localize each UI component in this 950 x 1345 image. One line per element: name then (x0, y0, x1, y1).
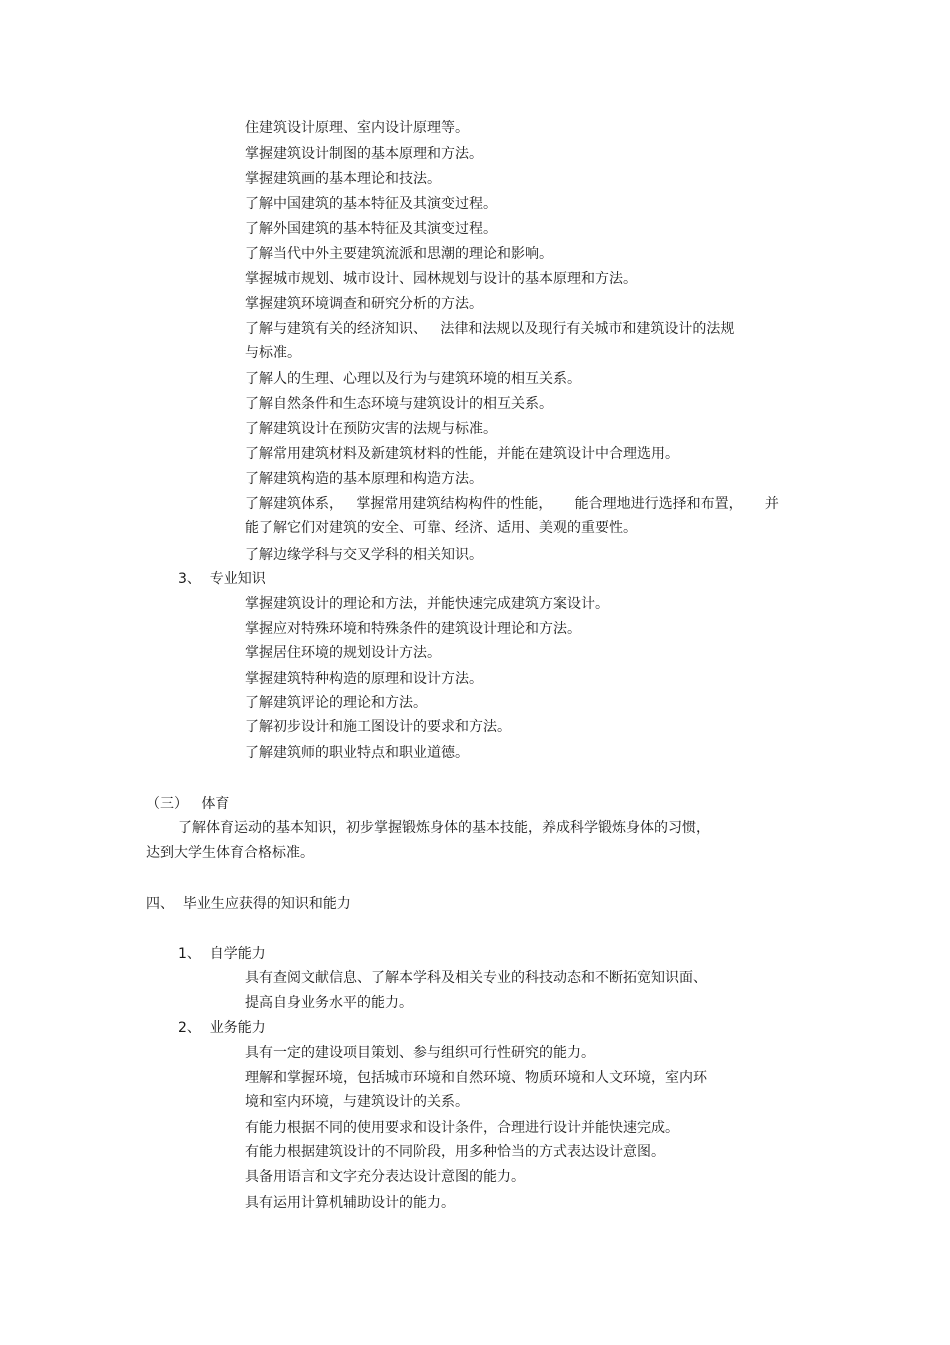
list-item: 了解与建筑有关的经济知识、 法律和法规以及现行有关城市和建筑设计的法规 (245, 321, 735, 337)
list-item: 具有一定的建设项目策划、参与组织可行性研究的能力。 (245, 1045, 595, 1061)
list-item: 掌握建筑设计的理论和方法，并能快速完成建筑方案设计。 (245, 596, 609, 612)
list-item: 具有运用计算机辅助设计的能力。 (245, 1195, 455, 1211)
list-item: 了解中国建筑的基本特征及其演变过程。 (245, 196, 497, 212)
list-item: 了解当代中外主要建筑流派和思潮的理论和影响。 (245, 246, 553, 262)
list-item: 具备用语言和文字充分表达设计意图的能力。 (245, 1169, 525, 1185)
section-heading: 3、 专业知识 (178, 571, 266, 587)
paragraph: 了解体育运动的基本知识，初步掌握锻炼身体的基本技能，养成科学锻炼身体的习惯， (178, 820, 710, 836)
section-heading: 2、 业务能力 (178, 1020, 266, 1036)
list-item: 掌握应对特殊环境和特殊条件的建筑设计理论和方法。 (245, 621, 581, 637)
list-item: 有能力根据不同的使用要求和设计条件，合理进行设计并能快速完成。 (245, 1120, 679, 1136)
paragraph: 达到大学生体育合格标准。 (146, 845, 314, 861)
list-item: 具有查阅文献信息、了解本学科及相关专业的科技动态和不断拓宽知识面、 (245, 970, 707, 986)
list-item: 了解初步设计和施工图设计的要求和方法。 (245, 719, 511, 735)
list-item: 了解自然条件和生态环境与建筑设计的相互关系。 (245, 396, 553, 412)
list-item: 境和室内环境，与建筑设计的关系。 (245, 1094, 469, 1110)
list-item: 了解建筑师的职业特点和职业道德。 (245, 745, 469, 761)
list-item: 提高自身业务水平的能力。 (245, 995, 413, 1011)
list-item: 住建筑设计原理、室内设计原理等。 (245, 120, 469, 136)
list-item: 与标准。 (245, 345, 301, 361)
list-item: 有能力根据建筑设计的不同阶段，用多种恰当的方式表达设计意图。 (245, 1144, 665, 1160)
list-item: 了解建筑构造的基本原理和构造方法。 (245, 471, 483, 487)
list-item: 掌握建筑环境调查和研究分析的方法。 (245, 296, 483, 312)
list-item: 理解和掌握环境，包括城市环境和自然环境、物质环境和人文环境，室内环 (245, 1070, 707, 1086)
list-item: 掌握居住环境的规划设计方法。 (245, 645, 441, 661)
chapter-heading: 四、 毕业生应获得的知识和能力 (146, 896, 351, 912)
list-item: 掌握建筑画的基本理论和技法。 (245, 171, 441, 187)
list-item: 了解建筑评论的理论和方法。 (245, 695, 427, 711)
list-item: 了解建筑设计在预防灾害的法规与标准。 (245, 421, 497, 437)
section-heading: 1、 自学能力 (178, 946, 266, 962)
list-item: 了解外国建筑的基本特征及其演变过程。 (245, 221, 497, 237)
section-heading: （三） 体育 (146, 796, 230, 812)
list-item: 掌握建筑特种构造的原理和设计方法。 (245, 671, 483, 687)
list-item: 了解边缘学科与交叉学科的相关知识。 (245, 547, 483, 563)
list-item: 了解人的生理、心理以及行为与建筑环境的相互关系。 (245, 371, 581, 387)
list-item: 掌握城市规划、城市设计、园林规划与设计的基本原理和方法。 (245, 271, 637, 287)
list-item: 了解常用建筑材料及新建筑材料的性能，并能在建筑设计中合理选用。 (245, 446, 679, 462)
list-item: 了解建筑体系， 掌握常用建筑结构构件的性能， 能合理地进行选择和布置， 并 (245, 496, 779, 512)
list-item: 掌握建筑设计制图的基本原理和方法。 (245, 146, 483, 162)
list-item: 能了解它们对建筑的安全、可靠、经济、适用、美观的重要性。 (245, 520, 637, 536)
